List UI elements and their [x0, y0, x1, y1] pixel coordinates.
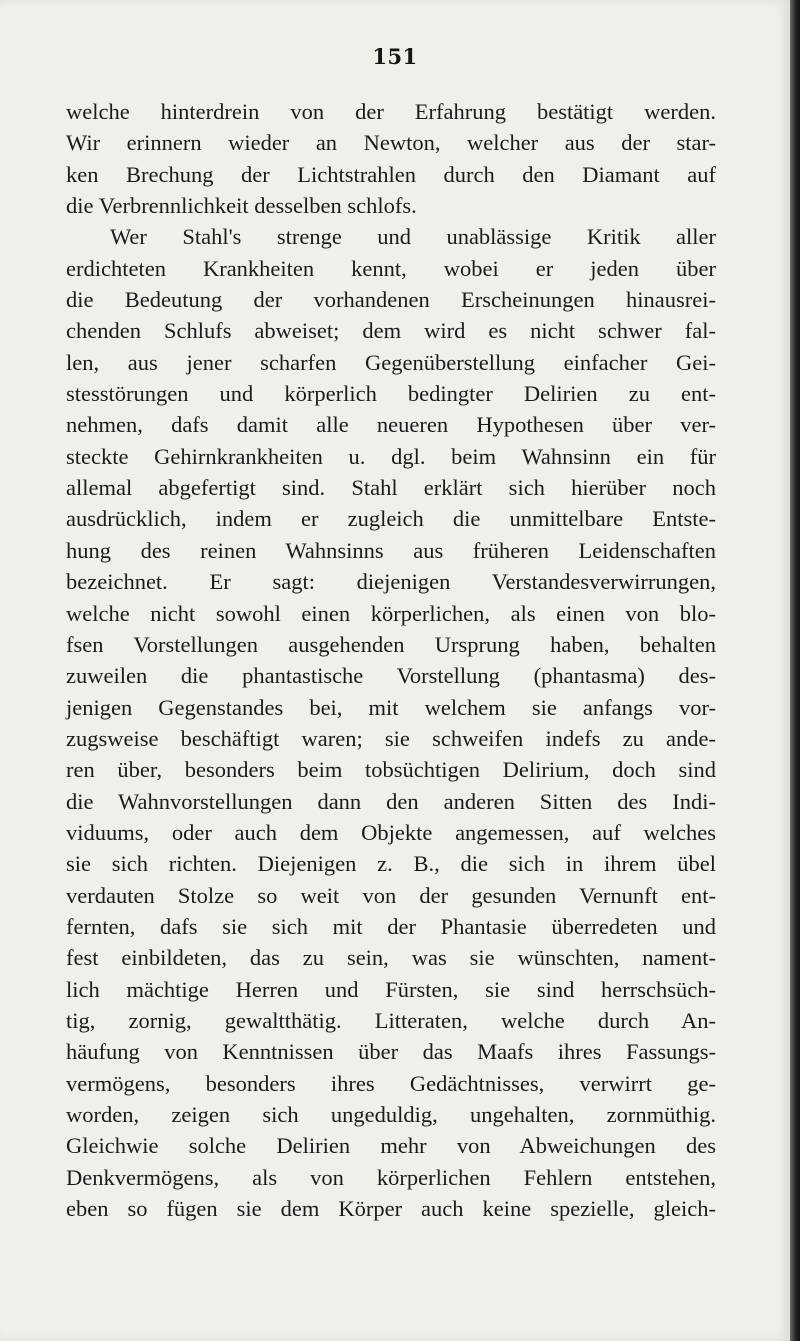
- text-line: allemal abgefertigt sind. Stahl erklärt sich hierüber noch: [66, 475, 716, 501]
- text-line: nehmen, dafs damit alle neueren Hypothesen über ver-: [66, 412, 716, 438]
- text-line: steckte Gehirnkrankheiten u. dgl. beim Wahnsinn ein für: [66, 443, 716, 469]
- page-number: 151: [372, 44, 418, 69]
- text-line: Gleichwie solche Delirien mehr von Abweichungen des: [66, 1133, 716, 1159]
- text-line: tig, zornig, gewaltthätig. Litteraten, welche durch An-: [66, 1007, 716, 1033]
- text-line: bezeichnet. Er sagt: diejenigen Verstandesverwirrungen,: [66, 569, 716, 595]
- text-line: hung des reinen Wahnsinns aus früheren Leidenschaften: [66, 537, 716, 563]
- text-line: die Wahnvorstellungen dann den anderen Sitten des Indi-: [66, 788, 716, 814]
- text-line: vermögens, besonders ihres Gedächtnisses, verwirrt ge-: [66, 1070, 716, 1096]
- text-line: verdauten Stolze so weit von der gesunden Vernunft ent-: [66, 882, 716, 908]
- paragraph-start-line: Wer Stahl's strenge und unablässige Kritik aller: [110, 224, 716, 250]
- text-line: eben so fügen sie dem Körper auch keine spezielle, gleich-: [66, 1196, 716, 1222]
- text-line: welche hinterdrein von der Erfahrung bestätigt werden.: [66, 99, 716, 124]
- text-line: len, aus jener scharfen Gegenüberstellung einfacher Gei-: [66, 349, 716, 375]
- text-line: welche nicht sowohl einen körperlichen, als einen von blo-: [66, 600, 716, 626]
- body-text: [66, 96, 716, 1224]
- text-line: lich mächtige Herren und Fürsten, sie sind herrschsüch-: [66, 976, 716, 1002]
- text-line: erdichteten Krankheiten kennt, wobei er jeden über: [66, 255, 716, 281]
- text-line: sie sich richten. Diejenigen z. B., die sich in ihrem übel: [66, 851, 716, 877]
- text-line: Wir erinnern wieder an Newton, welcher aus der star-: [66, 130, 716, 156]
- text-line: Denkvermögens, als von körperlichen Fehlern entstehen,: [66, 1164, 716, 1190]
- text-line: die Verbrennlichkeit desselben schlofs.: [66, 193, 417, 219]
- text-line: ren über, besonders beim tobsüchtigen Delirium, doch sind: [66, 757, 716, 783]
- text-line: zugsweise beschäftigt waren; sie schweifen indefs zu ande-: [66, 725, 716, 751]
- text-line: chenden Schlufs abweiset; dem wird es nicht schwer fal-: [66, 318, 716, 344]
- text-line: fernten, dafs sie sich mit der Phantasie überredeten und: [66, 913, 716, 939]
- page-edge-shadow: [790, 0, 800, 1341]
- text-line: viduums, oder auch dem Objekte angemessen, auf welches: [66, 819, 716, 845]
- text-line: ausdrücklich, indem er zugleich die unmittelbare Entste-: [66, 506, 716, 532]
- text-line: worden, zeigen sich ungeduldig, ungehalten, zornmüthig.: [66, 1102, 716, 1127]
- text-line: stesstörungen und körperlich bedingter Delirien zu ent-: [66, 381, 716, 407]
- text-line: ken Brechung der Lichtstrahlen durch den Diamant auf: [66, 161, 716, 187]
- text-line: fest einbildeten, das zu sein, was sie wünschten, nament-: [66, 945, 716, 971]
- text-line: jenigen Gegenstandes bei, mit welchem sie anfangs vor-: [66, 694, 716, 720]
- text-line: häufung von Kenntnissen über das Maafs ihres Fassungs-: [66, 1039, 716, 1065]
- text-line: zuweilen die phantastische Vorstellung (phantasma) des-: [66, 663, 716, 689]
- text-line: fsen Vorstellungen ausgehenden Ursprung haben, behalten: [66, 631, 716, 657]
- text-line: die Bedeutung der vorhandenen Erscheinungen hinausrei-: [66, 287, 716, 313]
